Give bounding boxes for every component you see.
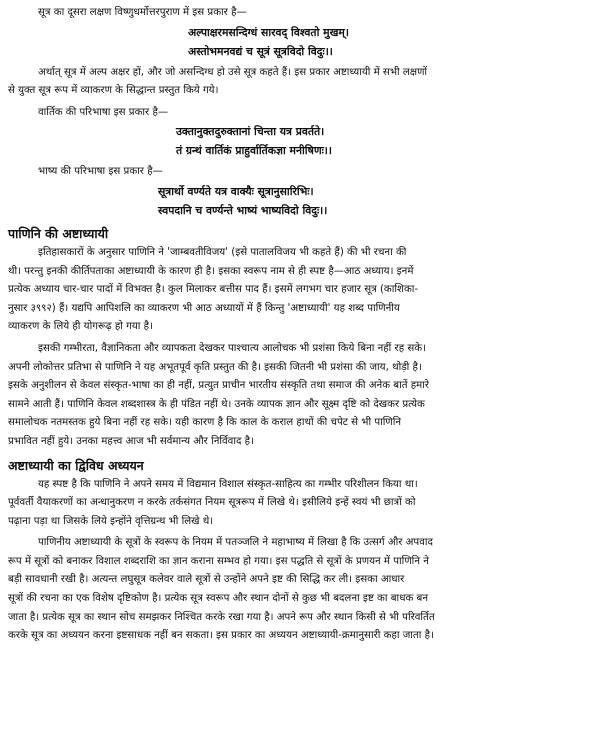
bhashya-intro: भाष्य की परिभाषा इस प्रकार है— <box>38 166 163 178</box>
section-heading: अष्टाध्यायी का द्विविध अध्ययन <box>8 457 144 473</box>
section-heading: पाणिनि की अष्टाध्यायी <box>8 225 109 241</box>
verse-line: अल्पाक्षरमसन्दिग्धं सारवद् विश्वतो मुखम्। <box>188 25 349 39</box>
verse-line: उक्तानुक्तदुरुक्तानां चिन्ता यत्र प्रवर्तते। <box>176 125 325 139</box>
paragraph-line: सूत्रों की रचना का एक विशेष दृष्टिकोण है। प्रत्येक सूत्र स्वरूप और स्थान दोनों से कुछ भी बदलना इष्ट का बाधक बन <box>8 593 428 605</box>
vartika-intro: वार्तिक की परिभाषा इस प्रकार है— <box>38 106 169 118</box>
paragraph-line: व्याकरण के लिये ही योगरूढ़ हो गया है। <box>8 321 153 333</box>
paragraph-line: रूप में सूत्रों को बनाकर विशाल शब्दराशि का ज्ञान कराना सम्भव हो गया। इस पद्धति से सूत्रों के प्रणयन में पाणिनि ने <box>8 555 429 567</box>
paragraph-line: अर्थात् सूत्र में अल्प अक्षर हों, और जो असन्दिग्ध हो उसे सूत्र कहते हैं। इस प्रकार अष्टाध्यायी में सभी लक्षणों <box>38 66 428 78</box>
paragraph-line: करके सूत्र का अध्ययन करना इष्टसाधक नहीं बन सकता। इस प्रकार का अध्ययन अष्टाध्यायी-क्रमानुसारी कहा जाता है। <box>8 630 434 642</box>
verse-line: तं ग्रन्थं वार्तिकं प्राहुर्वार्तिकज्ञा मनीषिणः।। <box>176 144 332 158</box>
paragraph-line: पाणिनीय अष्टाध्यायी के सूत्रों के स्वरूप के नियम में पतञ्जलि ने महाभाष्य में लिखा है कि उत्सर्ग और अपवाद <box>38 537 433 549</box>
paragraph-line: जाता है। प्रत्येक सूत्र का स्थान सोच समझकर निश्चित करके रखा गया है। अपने रूप और स्थान किसी से भी परिवर्तित <box>8 611 435 623</box>
verse-line: स्वपदानि च वर्ण्यन्ते भाष्यं भाष्यविदो विदुः।। <box>158 203 328 217</box>
verse-line: सूत्रार्थो वर्ण्यते यत्र वाक्यैः सूत्रानुसारिभिः। <box>158 184 314 198</box>
paragraph-line: यह स्पष्ट है कि पाणिनि ने अपने समय में विद्यमान विशाल संस्कृत-साहित्य का गम्भीर परिशीलन किया था। <box>38 478 418 490</box>
paragraph-line: समालोचक नतमस्तक हुये बिना नहीं रह सके। यही कारण है कि काल के कराल हाथों की चपेट से भी पाणिनि <box>8 417 402 429</box>
verse-line: अस्तोभमनवद्यं च सूत्रं सूत्रविदो विदुः।। <box>188 44 333 58</box>
paragraph-line: इतिहासकारों के अनुसार पाणिनि ने 'जाम्बवतीविजय' (इसे पातालविजय भी कहते हैं) की भी रचना की <box>38 246 407 258</box>
paragraph-line: प्रत्येक अध्याय चार-चार पादों में विभक्त है। कुल मिलाकर बत्तीस पाद हैं। इसमें लगभग चार हजार सूत्र (काशिका- <box>8 284 419 296</box>
paragraph-line: पूर्ववर्ती वैयाकरणों का अन्धानुकरण न करके तर्कसंगत नियम सूत्ररूप में लिखे थे। इसीलिये इन्हें स्वयं भी छात्रों को <box>8 497 416 509</box>
paragraph-line: प्रभावित नहीं हुये। उनका महत्त्व आज भी सर्वमान्य और निर्विवाद है। <box>8 435 254 447</box>
paragraph-line: थी। परन्तु इनकी कीर्तिपताका अष्टाध्यायी के कारण ही है। इसका स्वरूप नाम से ही स्पष्ट है—आठ अध्याय। इनमें <box>8 265 414 277</box>
paragraph-line: नुसार ३९९२) हैं। यद्यपि आपिशलि का व्याकरण भी आठ अध्यायों में हैं किन्तु 'अष्टाध्यायी' यह शब्द पाणिनीय <box>8 302 400 314</box>
intro-line: सूत्र का दूसरा लक्षण विष्णुधर्मोत्तरपुराण में इस प्रकार है— <box>38 7 247 18</box>
paragraph-line: बड़ी सावधानी रखी है। अत्यन्त लघुसूत्र कलेवर वाले सूत्रों से उन्होंने अपने इष्ट की सिद्धि कर ली। इसका आधार <box>8 574 405 586</box>
paragraph-line: पढ़ाना पड़ा था जिसके लिये इन्होंने वृत्तिग्रन्थ भी लिखे थे। <box>8 515 214 527</box>
paragraph-line: अपनी लोकोत्तर प्रतिभा से पाणिनि ने यह अभूतपूर्व कृति प्रस्तुत की है। इसकी जितनी भी प्रशंसा की जाय, थोड़ी है। <box>8 361 422 373</box>
paragraph-line: सामने आती हैं। पाणिनि केवल शब्दशास्त्र के ही पंडित नहीं थे। उनके व्यापक ज्ञान और सूक्ष्म दृष्टि को देखकर प्रत्येक <box>8 398 425 410</box>
paragraph-line: इसकी गम्भीरता, वैज्ञानिकता और व्यापकता देखकर पाश्चात्य आलोचक भी प्रशंसा किये बिना नहीं रह सके। <box>38 342 426 354</box>
paragraph-line: इसके अनुशीलन से केवल संस्कृत-भाषा का ही नहीं, प्रत्युत प्राचीन भारतीय संस्कृति तथा समाज की अनेक बातें हमारे <box>8 380 430 392</box>
paragraph-line: से युक्त सूत्र रूप में व्याकरण के सिद्धान्त प्रस्तुत किये गये। <box>8 85 219 97</box>
